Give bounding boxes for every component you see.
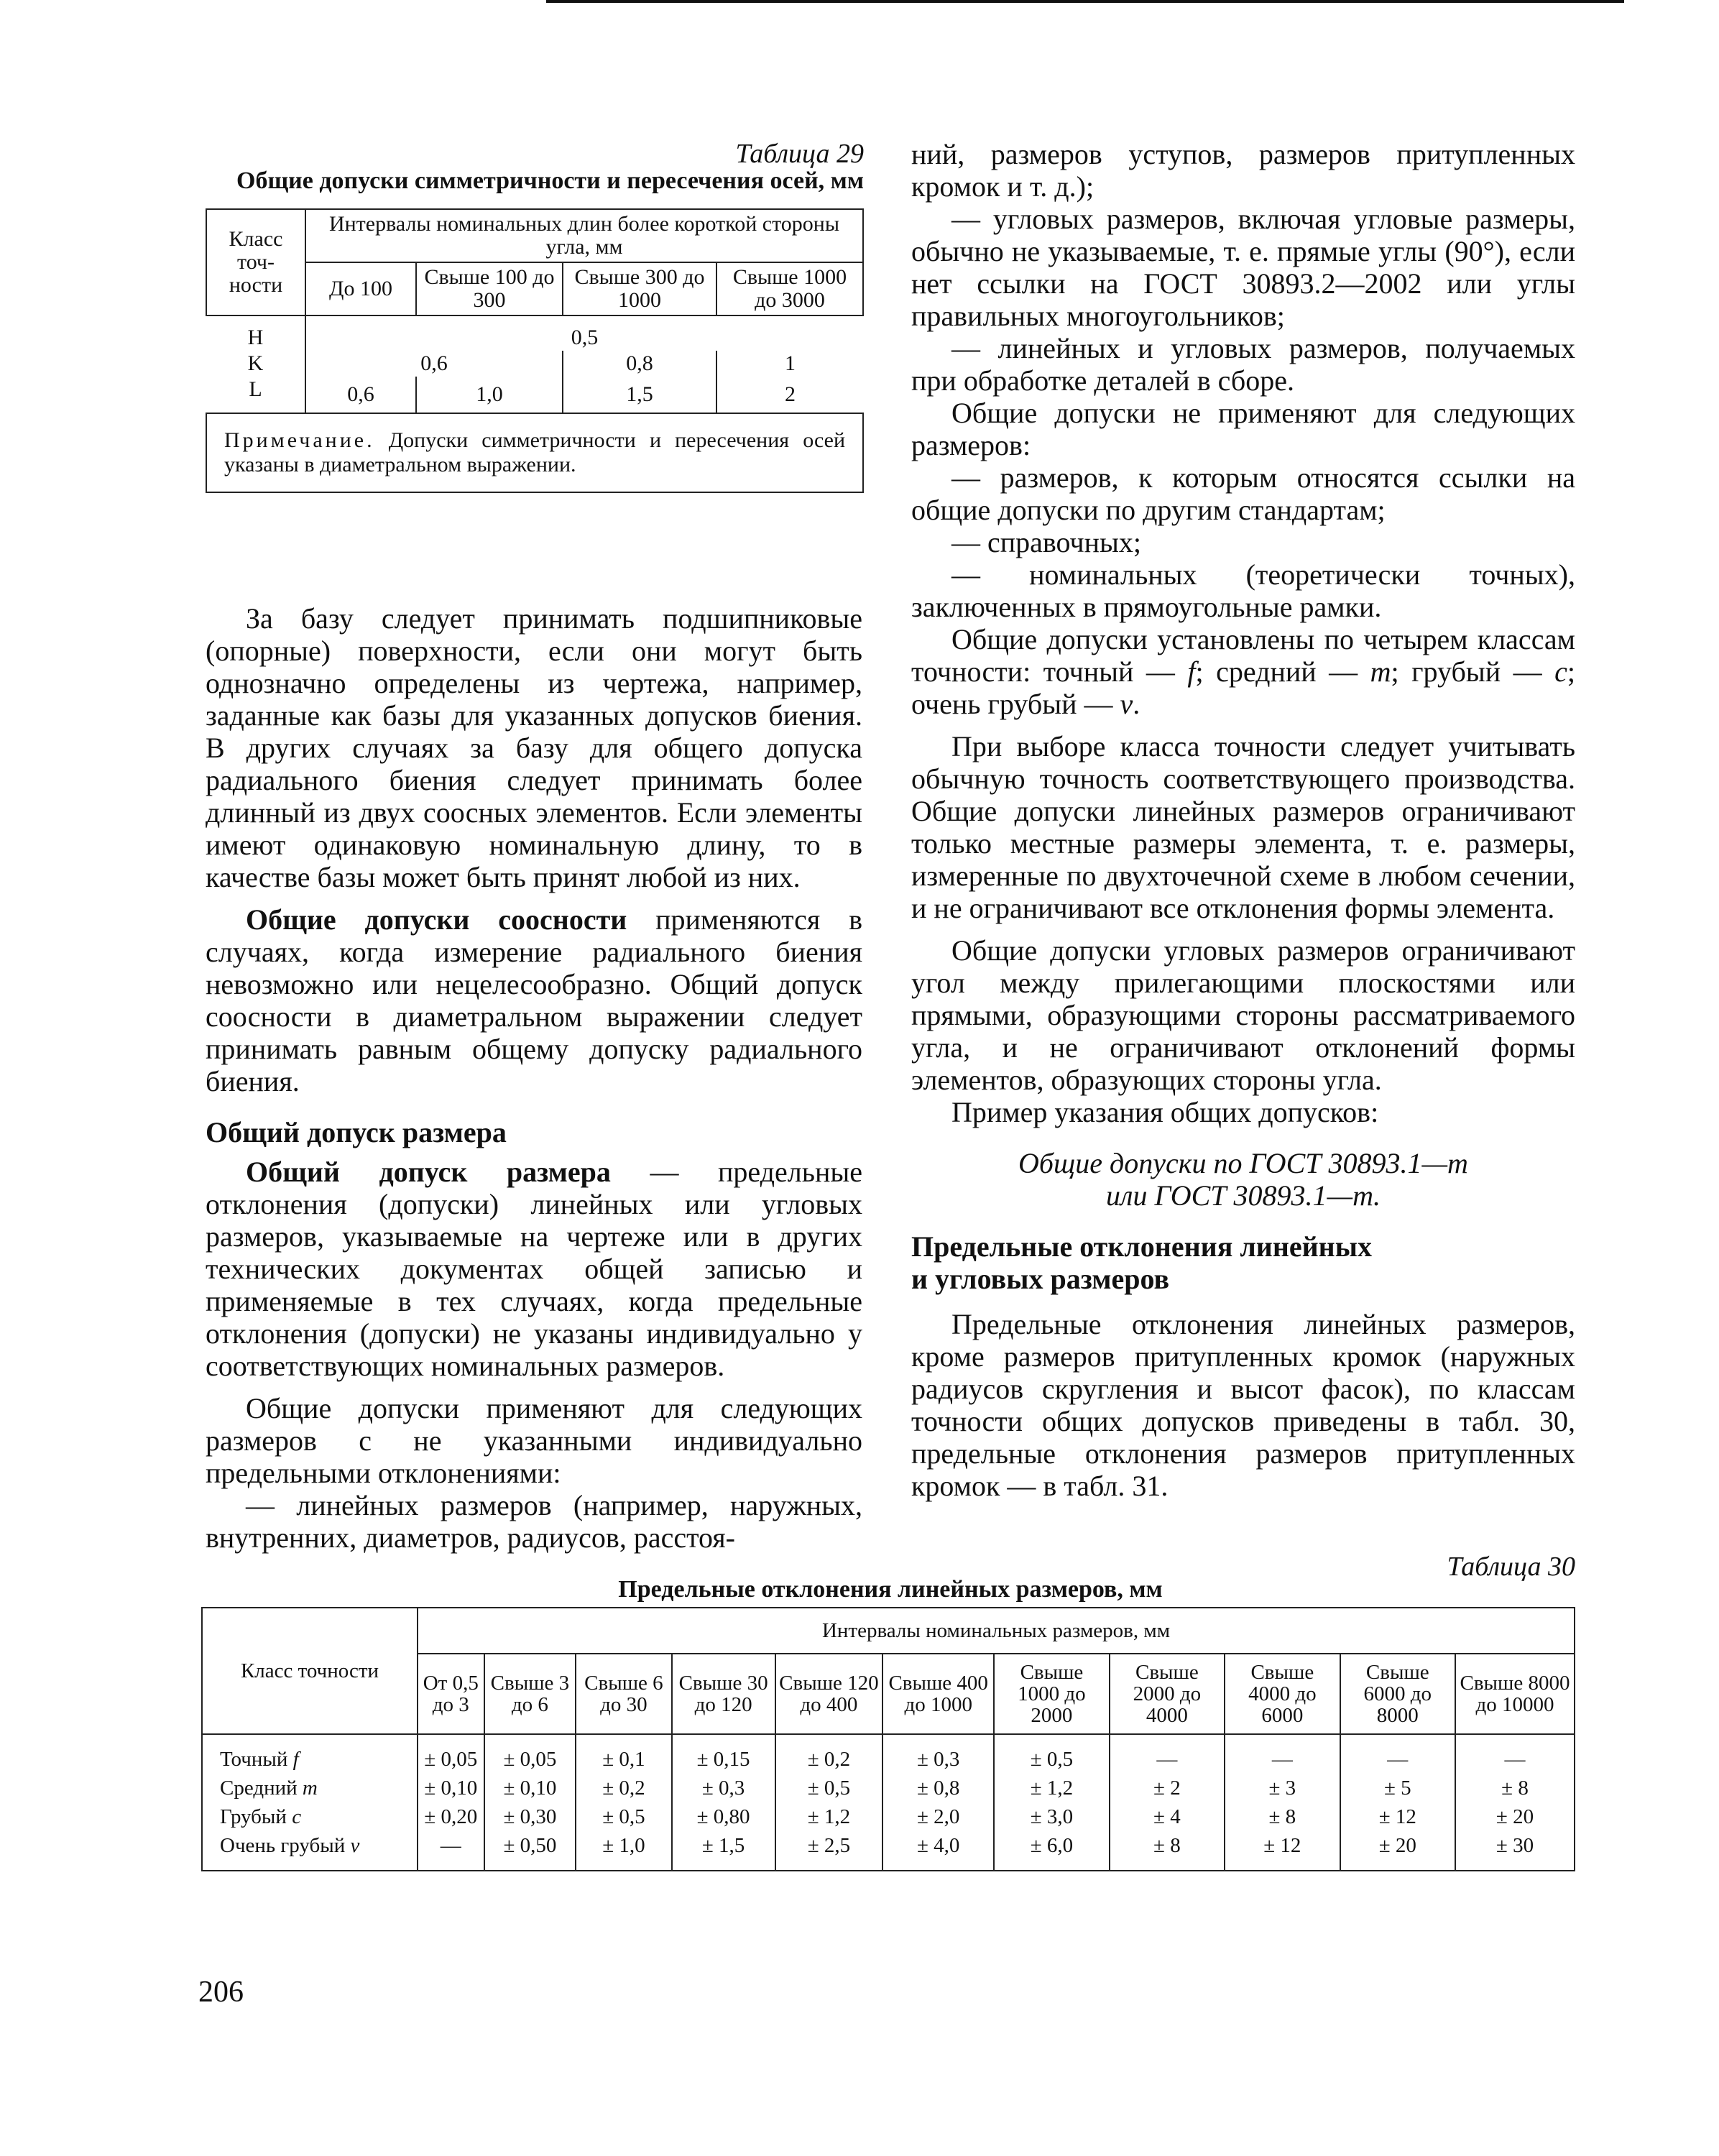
table30-cell: ± 0,3 [701, 1777, 745, 1800]
table30-cell: ± 0,5 [1030, 1748, 1074, 1771]
table30-class-list [202, 1734, 418, 1871]
right-column [911, 138, 1575, 1502]
table30-cell: ± 2,0 [916, 1805, 960, 1828]
table29-caption: Таблица 29 [735, 139, 864, 169]
table30-cell: ± 5 [1383, 1777, 1411, 1800]
table30-cell: ± 0,50 [503, 1834, 557, 1857]
table30-col-header: Свыше 2000 до 4000 [1110, 1654, 1225, 1734]
table30-cell: ± 30 [1496, 1834, 1534, 1857]
table30-cell: ± 12 [1263, 1834, 1301, 1857]
table30-col-header: Свыше 3 до 6 [484, 1654, 576, 1734]
table30-cell: ± 4,0 [916, 1834, 960, 1857]
table29 [206, 208, 864, 493]
table30-cell: ± 20 [1378, 1834, 1416, 1857]
table29-cell: 0,6 [420, 351, 448, 375]
top-rule [546, 0, 1624, 3]
section-heading: Общий допуск размера [206, 1116, 507, 1148]
paragraph-text: — предельные отклонения (допуски) линейных или угловых размеров, указываемые на чертеже или в других технических документах общей записью и применяемые в тех случаях, когда предельные отклонения (допуски) не указаны индивидуально у соответствующих номинальных размеров. [206, 1156, 862, 1382]
table29-col-header: Свыше 100 до 300 [416, 262, 563, 315]
table30-value-column [882, 1734, 994, 1871]
table30-cell: ± 0,5 [807, 1777, 851, 1800]
table30-cell: — [1504, 1748, 1526, 1771]
table30-cell: ± 1,2 [807, 1805, 851, 1828]
table30-cell: ± 0,10 [424, 1777, 478, 1800]
table29-row-class: K [206, 351, 305, 377]
table30-cell: ± 0,5 [602, 1805, 645, 1828]
table30-value-column [1110, 1734, 1225, 1871]
table30-value-column [1225, 1734, 1340, 1871]
table30-cell: ± 0,80 [696, 1805, 750, 1828]
table30-group-header: Интервалы номинальных размеров, мм [418, 1608, 1575, 1654]
bold-term: Общий допуск размера [246, 1156, 611, 1188]
paragraph-text: . [1133, 688, 1140, 720]
table30-cell: ± 0,2 [807, 1748, 851, 1771]
list-item: — номинальных (теоретически точных), заключенных в прямоугольные рамки. [911, 558, 1575, 623]
table30-col-header: Свыше 120 до 400 [775, 1654, 883, 1734]
bold-term: Общие допуски соосности [246, 903, 627, 936]
table30-cell: ± 0,05 [503, 1748, 557, 1771]
table30-cell: ± 0,2 [602, 1777, 645, 1800]
table30-cell: ± 8 [1501, 1777, 1529, 1800]
table29-cell: 0,6 [347, 382, 374, 406]
example-line: Общие допуски по ГОСТ 30893.1—m [1018, 1147, 1468, 1179]
table29-note [206, 413, 863, 492]
list-item: — линейных и угловых размеров, получаемых при обработке деталей в сборе. [911, 332, 1575, 397]
table30-value-column [484, 1734, 576, 1871]
list-item: — угловых размеров, включая угловые размеры, обычно не указываемые, т. е. прямые углы (90°), если нет ссылки на ГОСТ 30893.2—2002 или углы правильных многоугольников; [911, 203, 1575, 332]
table30-cell: — [1271, 1748, 1293, 1771]
table30-cell: ± 0,8 [916, 1777, 960, 1800]
class-very-coarse: Очень грубый v [220, 1834, 360, 1857]
class-medium: Средний m [220, 1777, 318, 1800]
table30-value-column [576, 1734, 671, 1871]
list-item: — размеров, к которым относятся ссылки на общие допуски по другим стандартам; [911, 461, 1575, 526]
class-symbol: f [1187, 655, 1196, 688]
table29-row-class: H [206, 325, 305, 351]
table30-cell: ± 4 [1153, 1805, 1181, 1828]
table29-title: Общие допуски симметричности и пересечения осей, мм [236, 167, 864, 194]
table30-value-column [1455, 1734, 1575, 1871]
table29-row-class: L [206, 377, 305, 413]
table30-col-header: Свыше 400 до 1000 [882, 1654, 994, 1734]
table30-cell: ± 0,1 [602, 1748, 645, 1771]
table30-cell: ± 3 [1268, 1777, 1296, 1800]
paragraph: Общие допуски угловых размеров ограничивают угол между прилегающими плоскостями или прямыми, образующими стороны рассматриваемого угла, и не ограничивают отклонений формы элементов, образующих стороны угла. [911, 934, 1575, 1096]
table29-col-header: Свыше 1000 до 3000 [716, 262, 863, 315]
paragraph-text: Общие допуски установлены по четырем классам точности: точный — [911, 623, 1575, 688]
table30-cell: ± 8 [1268, 1805, 1296, 1828]
paragraph: При выборе класса точности следует учитывать обычную точность соответствующего производства. Общие допуски линейных размеров ограничивают только местные размеры элемента, т. е. размеры, измеренные по двухточечной схеме в любом сечении, и не ограничивают все отклонения формы элемента. [911, 730, 1575, 924]
page-number: 206 [198, 1976, 244, 2009]
table30-caption: Таблица 30 [1447, 1552, 1575, 1582]
table30-col-header: Свыше 6 до 30 [576, 1654, 671, 1734]
paragraph: ний, размеров уступов, размеров притупленных кромок и т. д.); [911, 138, 1575, 203]
table30-value-column [1340, 1734, 1455, 1871]
paragraph-text: ; грубый — [1391, 655, 1555, 688]
paragraph-text: ; очень грубый — [911, 655, 1575, 720]
table30-cell: ± 8 [1153, 1834, 1181, 1857]
table30-cell: — [1156, 1748, 1178, 1771]
table30-cell: ± 1,5 [701, 1834, 745, 1857]
paragraph [911, 623, 1575, 720]
table30-cell: ± 0,3 [916, 1748, 960, 1771]
table29-col-header: Свыше 300 до 1000 [563, 262, 716, 315]
paragraph: Общие допуски не применяют для следующих размеров: [911, 397, 1575, 461]
table30-cell: ± 0,20 [424, 1805, 478, 1828]
example-block [911, 1147, 1575, 1212]
table29-cell: 1 [785, 351, 796, 375]
table30-cell: — [440, 1834, 461, 1857]
list-item: — линейных размеров (например, наружных, внутренних, диаметров, радиусов, расстоя- [206, 1489, 862, 1554]
table30-title: Предельные отклонения линейных размеров, мм [618, 1576, 1163, 1603]
table30-cell: — [1387, 1748, 1409, 1771]
paragraph [206, 903, 862, 1097]
paragraph: Пример указания общих допусков: [951, 1096, 1379, 1128]
table30-col-header: Свыше 8000 до 10000 [1455, 1654, 1575, 1734]
table30-cell: ± 12 [1378, 1805, 1416, 1828]
class-symbol: m [1370, 655, 1391, 688]
example-line: или ГОСТ 30893.1—m. [1106, 1179, 1381, 1212]
table30-cell: ± 1,2 [1030, 1777, 1074, 1800]
left-column [206, 602, 862, 1554]
table29-note-label: Примечание. [224, 428, 375, 452]
table30-cell: ± 0,30 [503, 1805, 557, 1828]
paragraph [206, 1156, 862, 1382]
class-fine: Точный f [220, 1748, 299, 1771]
table30-cell: ± 2 [1153, 1777, 1181, 1800]
class-coarse: Грубый c [220, 1805, 302, 1828]
table29-note-text: Допуски симметричности и пересечения осей указаны в диаметральном выражении. [224, 428, 845, 476]
table30-cell: ± 0,05 [424, 1748, 478, 1771]
table29-col-header: До 100 [305, 262, 416, 315]
table30-value-column [994, 1734, 1109, 1871]
table30-col-header: Свыше 4000 до 6000 [1225, 1654, 1340, 1734]
table29-cell: 1,5 [563, 377, 716, 413]
class-symbol: c [1554, 655, 1567, 688]
table30-cell: ± 3,0 [1030, 1805, 1074, 1828]
table29-cell: 2 [785, 382, 796, 406]
paragraph-text: ; средний — [1195, 655, 1370, 688]
table30-value-column [672, 1734, 775, 1871]
table30-value-column [775, 1734, 883, 1871]
table30-col-header: Свыше 1000 до 2000 [994, 1654, 1109, 1734]
table30 [201, 1607, 1575, 1871]
table29-cell: 0,5 [571, 326, 599, 349]
table30-cell: ± 1,0 [602, 1834, 645, 1857]
table29-group-header: Интервалы номинальных длин более короткой стороны угла, мм [305, 209, 863, 262]
table30-col-header: От 0,5 до 3 [418, 1654, 484, 1734]
table29-cell: 1,0 [416, 377, 563, 413]
list-item: — справочных; [951, 526, 1142, 558]
paragraph: Общие допуски применяют для следующих размеров с не указанными индивидуально предельными отклонениями: [206, 1392, 862, 1489]
table30-value-column [418, 1734, 484, 1871]
class-symbol: v [1120, 688, 1133, 720]
paragraph: Предельные отклонения линейных размеров, кроме размеров притупленных кромок (наружных радиусов скругления и высот фасок), по классам точности общих допусков приведены в табл. 30, предельные отклонения размеров притупленных кромок — в табл. 31. [911, 1308, 1575, 1502]
table30-col-header: Свыше 6000 до 8000 [1340, 1654, 1455, 1734]
paragraph: За базу следует принимать подшипниковые (опорные) поверхности, если они могут быть однозначно определены из чертежа, например, заданные как базы для указанных допусков биения. В других случаях за базу для общего допуска радиального биения следует принимать более длинный из двух соосных элементов. Если элементы имеют одинаковую номинальную длину, то в качестве базы может быть принят любой из них. [206, 602, 862, 893]
table30-cell: ± 20 [1496, 1805, 1534, 1828]
section-heading: Предельные отклонения линейных и угловых размеров [911, 1230, 1372, 1295]
table30-cell: ± 0,10 [503, 1777, 557, 1800]
table30-cell: ± 2,5 [807, 1834, 851, 1857]
table29-cell: 0,8 [563, 351, 716, 377]
table30-cell: ± 0,15 [696, 1748, 750, 1771]
table30-class-header: Класс точности [202, 1608, 418, 1734]
paragraph-text: применяются в случаях, когда измерение радиального биения невозможно или нецелесообразно. Общий допуск соосности в диаметральном выражении следует принимать равным общему допуску радиального биения. [206, 903, 862, 1097]
table30-cell: ± 6,0 [1030, 1834, 1074, 1857]
table30-col-header: Свыше 30 до 120 [672, 1654, 775, 1734]
table29-class-header: Класс точ-ности [206, 209, 305, 315]
